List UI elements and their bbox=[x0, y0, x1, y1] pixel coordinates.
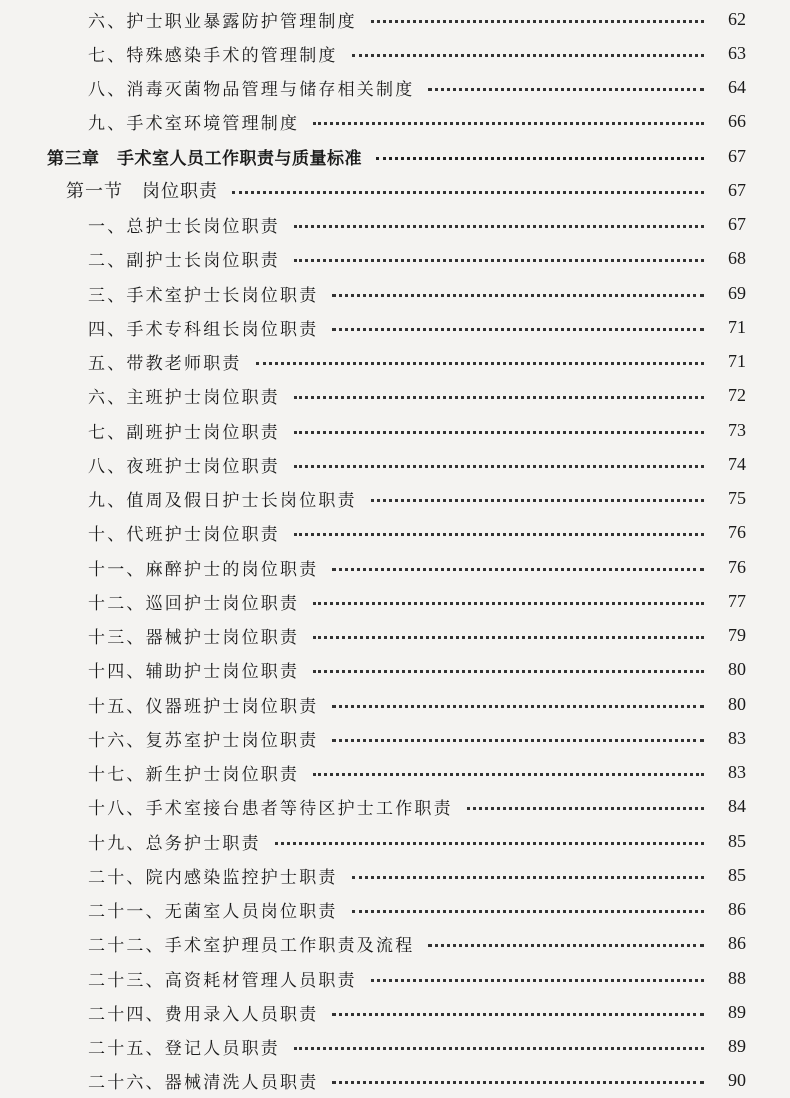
toc-item[interactable] bbox=[0, 345, 790, 379]
toc-entry-title: 十九、总务护士职责 bbox=[88, 833, 261, 854]
dot-leader bbox=[294, 431, 704, 434]
toc-entry-title: 二十四、费用录入人员职责 bbox=[88, 1004, 319, 1025]
dot-leader bbox=[332, 739, 704, 742]
toc-entry-title: 七、副班护士岗位职责 bbox=[88, 422, 280, 443]
toc-item[interactable] bbox=[0, 447, 790, 481]
toc-item[interactable] bbox=[0, 893, 790, 927]
toc-item[interactable] bbox=[0, 721, 790, 755]
dot-leader bbox=[352, 54, 704, 57]
dot-leader bbox=[294, 465, 704, 468]
toc-page-number: 74 bbox=[728, 453, 746, 474]
toc-item[interactable] bbox=[0, 516, 790, 550]
dot-leader bbox=[332, 1081, 704, 1084]
toc-entry-title: 六、主班护士岗位职责 bbox=[88, 388, 280, 409]
toc-entry-title: 二十五、登记人员职责 bbox=[88, 1039, 280, 1060]
dot-leader bbox=[352, 910, 704, 913]
toc-item[interactable] bbox=[0, 242, 790, 276]
toc-page-number: 79 bbox=[728, 625, 746, 646]
dot-leader bbox=[371, 499, 704, 502]
toc-item[interactable] bbox=[0, 550, 790, 584]
toc-item[interactable] bbox=[0, 413, 790, 447]
dot-leader bbox=[332, 1013, 704, 1016]
toc-entry-title: 五、带教老师职责 bbox=[88, 354, 242, 375]
toc-entry-title: 十四、辅助护士岗位职责 bbox=[88, 662, 300, 683]
table-of-contents bbox=[0, 2, 790, 1098]
toc-page-number: 73 bbox=[728, 419, 746, 440]
toc-item[interactable] bbox=[0, 584, 790, 618]
toc-page-number: 72 bbox=[728, 385, 746, 406]
toc-entry-title: 四、手术专科组长岗位职责 bbox=[88, 319, 319, 340]
toc-page-number: 83 bbox=[728, 762, 746, 783]
toc-page-number: 62 bbox=[728, 8, 746, 29]
dot-leader bbox=[256, 362, 704, 365]
dot-leader bbox=[371, 20, 704, 23]
toc-entry-title: 八、消毒灭菌物品管理与储存相关制度 bbox=[88, 80, 415, 101]
toc-entry-title: 九、值周及假日护士长岗位职责 bbox=[88, 491, 357, 512]
toc-entry-title: 一、总护士长岗位职责 bbox=[88, 217, 280, 238]
toc-chapter[interactable] bbox=[0, 139, 790, 173]
dot-leader bbox=[467, 807, 704, 810]
dot-leader bbox=[294, 396, 704, 399]
toc-item[interactable] bbox=[0, 71, 790, 105]
dot-leader bbox=[294, 225, 704, 228]
toc-entry-title: 七、特殊感染手术的管理制度 bbox=[88, 45, 338, 66]
toc-page-number: 67 bbox=[728, 214, 746, 235]
toc-item[interactable] bbox=[0, 756, 790, 790]
toc-page-number: 80 bbox=[728, 659, 746, 680]
toc-page-number: 76 bbox=[728, 522, 746, 543]
dot-leader bbox=[428, 88, 704, 91]
toc-item[interactable] bbox=[0, 208, 790, 242]
toc-item[interactable] bbox=[0, 927, 790, 961]
toc-page-number: 63 bbox=[728, 42, 746, 63]
toc-page-number: 80 bbox=[728, 693, 746, 714]
dot-leader bbox=[332, 294, 704, 297]
dot-leader bbox=[232, 191, 704, 194]
toc-section[interactable] bbox=[0, 173, 790, 207]
toc-entry-title: 第三章 手术室人员工作职责与质量标准 bbox=[47, 148, 362, 169]
toc-entry-title: 二十、院内感染监控护士职责 bbox=[88, 867, 338, 888]
toc-item[interactable] bbox=[0, 2, 790, 36]
toc-page-number: 77 bbox=[728, 590, 746, 611]
toc-page-number: 85 bbox=[728, 864, 746, 885]
toc-entry-title: 第一节 岗位职责 bbox=[66, 181, 218, 203]
dot-leader bbox=[313, 636, 704, 639]
toc-page-number: 84 bbox=[728, 796, 746, 817]
toc-entry-title: 二十六、器械清洗人员职责 bbox=[88, 1073, 319, 1094]
toc-page-number: 71 bbox=[728, 351, 746, 372]
dot-leader bbox=[313, 122, 704, 125]
dot-leader bbox=[428, 944, 704, 947]
toc-entry-title: 二十一、无菌室人员岗位职责 bbox=[88, 902, 338, 923]
toc-entry-title: 十、代班护士岗位职责 bbox=[88, 525, 280, 546]
dot-leader bbox=[352, 876, 704, 879]
toc-entry-title: 十五、仪器班护士岗位职责 bbox=[88, 696, 319, 717]
toc-item[interactable] bbox=[0, 961, 790, 995]
toc-page-number: 67 bbox=[728, 145, 746, 166]
dot-leader bbox=[275, 842, 704, 845]
toc-entry-title: 六、护士职业暴露防护管理制度 bbox=[88, 11, 357, 32]
toc-entry-title: 十一、麻醉护士的岗位职责 bbox=[88, 559, 319, 580]
toc-entry-title: 二、副护士长岗位职责 bbox=[88, 251, 280, 272]
toc-entry-title: 九、手术室环境管理制度 bbox=[88, 114, 300, 135]
toc-item[interactable] bbox=[0, 824, 790, 858]
toc-page-number: 68 bbox=[728, 248, 746, 269]
toc-page-number: 85 bbox=[728, 830, 746, 851]
toc-item[interactable] bbox=[0, 276, 790, 310]
toc-page-number: 67 bbox=[728, 179, 746, 200]
toc-page-number: 64 bbox=[728, 77, 746, 98]
toc-item[interactable] bbox=[0, 995, 790, 1029]
toc-item[interactable] bbox=[0, 653, 790, 687]
toc-page-number: 89 bbox=[728, 1036, 746, 1057]
toc-page-number: 83 bbox=[728, 727, 746, 748]
toc-item[interactable] bbox=[0, 105, 790, 139]
dot-leader bbox=[332, 568, 704, 571]
dot-leader bbox=[294, 533, 704, 536]
dot-leader bbox=[313, 670, 704, 673]
toc-entry-title: 二十二、手术室护理员工作职责及流程 bbox=[88, 936, 415, 957]
toc-entry-title: 十三、器械护士岗位职责 bbox=[88, 628, 300, 649]
toc-page-number: 88 bbox=[728, 967, 746, 988]
toc-entry-title: 十六、复苏室护士岗位职责 bbox=[88, 730, 319, 751]
toc-page-number: 90 bbox=[728, 1070, 746, 1091]
toc-entry-title: 三、手术室护士长岗位职责 bbox=[88, 285, 319, 306]
toc-item[interactable] bbox=[0, 687, 790, 721]
toc-item[interactable] bbox=[0, 379, 790, 413]
dot-leader bbox=[294, 1047, 704, 1050]
toc-item[interactable] bbox=[0, 858, 790, 892]
toc-item[interactable] bbox=[0, 310, 790, 344]
dot-leader bbox=[332, 705, 704, 708]
toc-page-number: 66 bbox=[728, 111, 746, 132]
dot-leader bbox=[313, 602, 704, 605]
toc-entry-title: 二十三、高资耗材管理人员职责 bbox=[88, 970, 357, 991]
dot-leader bbox=[332, 328, 704, 331]
dot-leader bbox=[313, 773, 704, 776]
toc-page-number: 76 bbox=[728, 556, 746, 577]
toc-page-number: 75 bbox=[728, 488, 746, 509]
dot-leader bbox=[371, 979, 704, 982]
toc-page-number: 69 bbox=[728, 282, 746, 303]
toc-entry-title: 八、夜班护士岗位职责 bbox=[88, 456, 280, 477]
toc-page-number: 86 bbox=[728, 899, 746, 920]
dot-leader bbox=[294, 259, 704, 262]
toc-item[interactable] bbox=[0, 482, 790, 516]
toc-item[interactable] bbox=[0, 36, 790, 70]
toc-item[interactable] bbox=[0, 790, 790, 824]
toc-page-number: 89 bbox=[728, 1001, 746, 1022]
toc-page-number: 86 bbox=[728, 933, 746, 954]
toc-item[interactable] bbox=[0, 619, 790, 653]
toc-entry-title: 十二、巡回护士岗位职责 bbox=[88, 593, 300, 614]
toc-entry-title: 十七、新生护士岗位职责 bbox=[88, 765, 300, 786]
toc-item[interactable] bbox=[0, 1030, 790, 1064]
dot-leader bbox=[376, 157, 704, 160]
toc-entry-title: 十八、手术室接台患者等待区护士工作职责 bbox=[88, 799, 453, 820]
toc-item[interactable] bbox=[0, 1064, 790, 1098]
toc-page-number: 71 bbox=[728, 316, 746, 337]
